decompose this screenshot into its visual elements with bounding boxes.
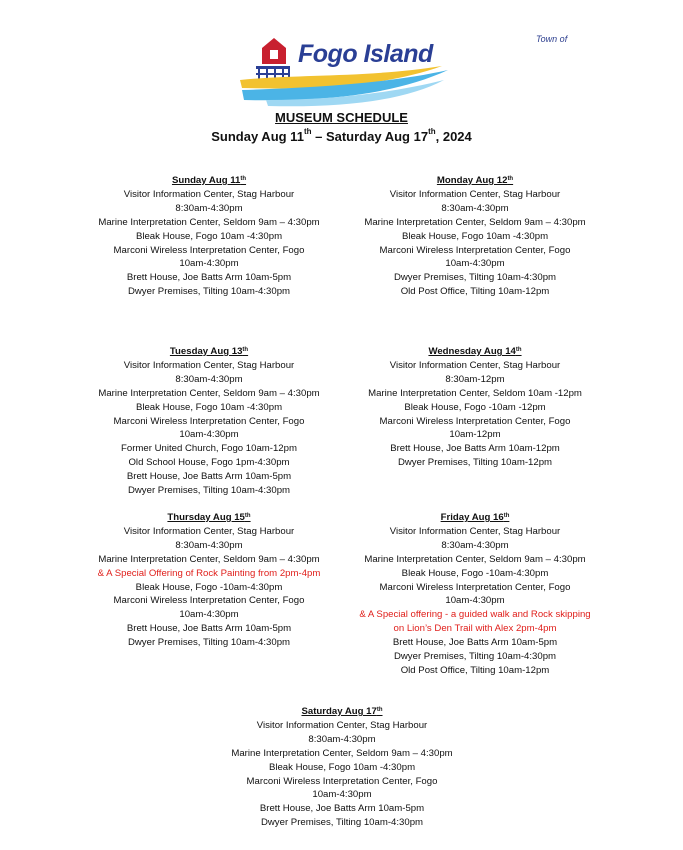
schedule-line: 10am-4:30pm bbox=[179, 429, 239, 441]
schedule-line: Bleak House, Fogo 10am -4:30pm bbox=[135, 230, 283, 242]
day-heading: Friday Aug 16th bbox=[440, 512, 510, 523]
page-title: MUSEUM SCHEDULE bbox=[275, 110, 408, 125]
schedule-line: Old Post Office, Tilting 10am-12pm bbox=[400, 286, 550, 298]
schedule-line: Brett House, Joe Batts Arm 10am-5pm bbox=[392, 637, 558, 649]
schedule-line: Brett House, Joe Batts Arm 10am-5pm bbox=[126, 471, 292, 483]
day-schedule-wednesday bbox=[340, 345, 610, 470]
day-heading: Thursday Aug 15th bbox=[167, 512, 251, 523]
schedule-line: Visitor Information Center, Stag Harbour bbox=[389, 359, 561, 371]
schedule-line: 10am-4:30pm bbox=[312, 789, 372, 801]
schedule-line: 8:30am-4:30pm bbox=[441, 539, 509, 551]
schedule-line: Brett House, Joe Batts Arm 10am-12pm bbox=[390, 443, 560, 455]
schedule-line: Brett House, Joe Batts Arm 10am-5pm bbox=[126, 272, 292, 284]
schedule-line: 10am-4:30pm bbox=[445, 258, 505, 270]
schedule-line: Dwyer Premises, Tilting 10am-4:30pm bbox=[127, 286, 291, 298]
day-heading: Saturday Aug 17th bbox=[301, 706, 383, 717]
schedule-line: Marine Interpretation Center, Seldom 9am – 4:30pm bbox=[98, 553, 320, 565]
day-schedule-sunday bbox=[74, 174, 344, 299]
date-range: Sunday Aug 11th – Saturday Aug 17th, 2024 bbox=[211, 127, 472, 144]
schedule-line: Visitor Information Center, Stag Harbour bbox=[389, 188, 561, 200]
schedule-line: Bleak House, Fogo -10am-4:30pm bbox=[401, 567, 549, 579]
schedule-line: Marconi Wireless Interpretation Center, Fogo bbox=[113, 415, 305, 427]
day-heading: Wednesday Aug 14th bbox=[428, 346, 522, 357]
day-heading: Monday Aug 12th bbox=[436, 175, 514, 186]
schedule-line: Marine Interpretation Center, Seldom 9am – 4:30pm bbox=[231, 747, 453, 759]
schedule-line: Visitor Information Center, Stag Harbour bbox=[123, 188, 295, 200]
schedule-line: Bleak House, Fogo -10am -12pm bbox=[404, 401, 546, 413]
schedule-line: Visitor Information Center, Stag Harbour bbox=[389, 525, 561, 537]
schedule-line: Marine Interpretation Center, Seldom 9am – 4:30pm bbox=[98, 216, 320, 228]
schedule-line: 8:30am-4:30pm bbox=[308, 733, 376, 745]
schedule-line: 10am-4:30pm bbox=[179, 609, 239, 621]
schedule-line: Bleak House, Fogo -10am-4:30pm bbox=[135, 581, 283, 593]
schedule-line: Old School House, Fogo 1pm-4:30pm bbox=[128, 457, 290, 469]
day-schedule-tuesday bbox=[74, 345, 344, 498]
schedule-line: 8:30am-4:30pm bbox=[175, 373, 243, 385]
schedule-line: Marine Interpretation Center, Seldom 9am – 4:30pm bbox=[364, 553, 586, 565]
schedule-line: Dwyer Premises, Tilting 10am-4:30pm bbox=[127, 637, 291, 649]
day-schedule-monday bbox=[340, 174, 610, 299]
schedule-line: Marine Interpretation Center, Seldom 9am – 4:30pm bbox=[98, 387, 320, 399]
schedule-line: 8:30am-4:30pm bbox=[175, 202, 243, 214]
schedule-line: Visitor Information Center, Stag Harbour bbox=[123, 359, 295, 371]
schedule-line: Dwyer Premises, Tilting 10am-4:30pm bbox=[393, 651, 557, 663]
schedule-line: Former United Church, Fogo 10am-12pm bbox=[121, 443, 297, 455]
schedule-line: Marconi Wireless Interpretation Center, Fogo bbox=[379, 581, 571, 593]
logo-name: Fogo Island bbox=[298, 40, 433, 68]
schedule-line: Dwyer Premises, Tilting 10am-12pm bbox=[397, 457, 553, 469]
special-offering-line: on Lion’s Den Trail with Alex 2pm-4pm bbox=[393, 623, 557, 635]
day-heading: Tuesday Aug 13th bbox=[169, 346, 249, 357]
schedule-line: Marconi Wireless Interpretation Center, Fogo bbox=[246, 775, 438, 787]
schedule-line: Marconi Wireless Interpretation Center, Fogo bbox=[379, 415, 571, 427]
day-schedule-friday bbox=[340, 511, 610, 678]
schedule-line: 10am-4:30pm bbox=[445, 595, 505, 607]
schedule-line: 10am-4:30pm bbox=[179, 258, 239, 270]
day-schedule-saturday bbox=[207, 705, 477, 830]
schedule-line: 8:30am-4:30pm bbox=[175, 539, 243, 551]
schedule-line: Old Post Office, Tilting 10am-12pm bbox=[400, 664, 550, 676]
schedule-line: Marine Interpretation Center, Seldom 9am – 4:30pm bbox=[364, 216, 586, 228]
schedule-line: Bleak House, Fogo 10am -4:30pm bbox=[268, 761, 416, 773]
schedule-line: Marconi Wireless Interpretation Center, Fogo bbox=[113, 244, 305, 256]
schedule-line: Brett House, Joe Batts Arm 10am-5pm bbox=[259, 803, 425, 815]
day-schedule-thursday bbox=[74, 511, 344, 650]
schedule-line: Visitor Information Center, Stag Harbour bbox=[256, 719, 428, 731]
schedule-line: Dwyer Premises, Tilting 10am-4:30pm bbox=[260, 817, 424, 829]
special-offering-line: & A Special offering - a guided walk and Rock skipping bbox=[359, 609, 591, 621]
schedule-line: 10am-12pm bbox=[449, 429, 501, 441]
schedule-line: Visitor Information Center, Stag Harbour bbox=[123, 525, 295, 537]
schedule-line: Dwyer Premises, Tilting 10am-4:30pm bbox=[127, 485, 291, 497]
schedule-line: 8:30am-4:30pm bbox=[441, 202, 509, 214]
schedule-line: Dwyer Premises, Tilting 10am-4:30pm bbox=[393, 272, 557, 284]
logo-small-text: Town of bbox=[536, 34, 568, 44]
day-heading: Sunday Aug 11th bbox=[171, 175, 247, 186]
town-logo bbox=[236, 30, 568, 108]
schedule-line: 8:30am-12pm bbox=[445, 373, 505, 385]
schedule-line: Marconi Wireless Interpretation Center, Fogo bbox=[113, 595, 305, 607]
schedule-line: Brett House, Joe Batts Arm 10am-5pm bbox=[126, 623, 292, 635]
special-offering-line: & A Special Offering of Rock Painting from 2pm-4pm bbox=[97, 567, 321, 579]
schedule-line: Bleak House, Fogo 10am -4:30pm bbox=[135, 401, 283, 413]
schedule-line: Bleak House, Fogo 10am -4:30pm bbox=[401, 230, 549, 242]
schedule-line: Marine Interpretation Center, Seldom 10am -12pm bbox=[368, 387, 582, 399]
schedule-line: Marconi Wireless Interpretation Center, Fogo bbox=[379, 244, 571, 256]
